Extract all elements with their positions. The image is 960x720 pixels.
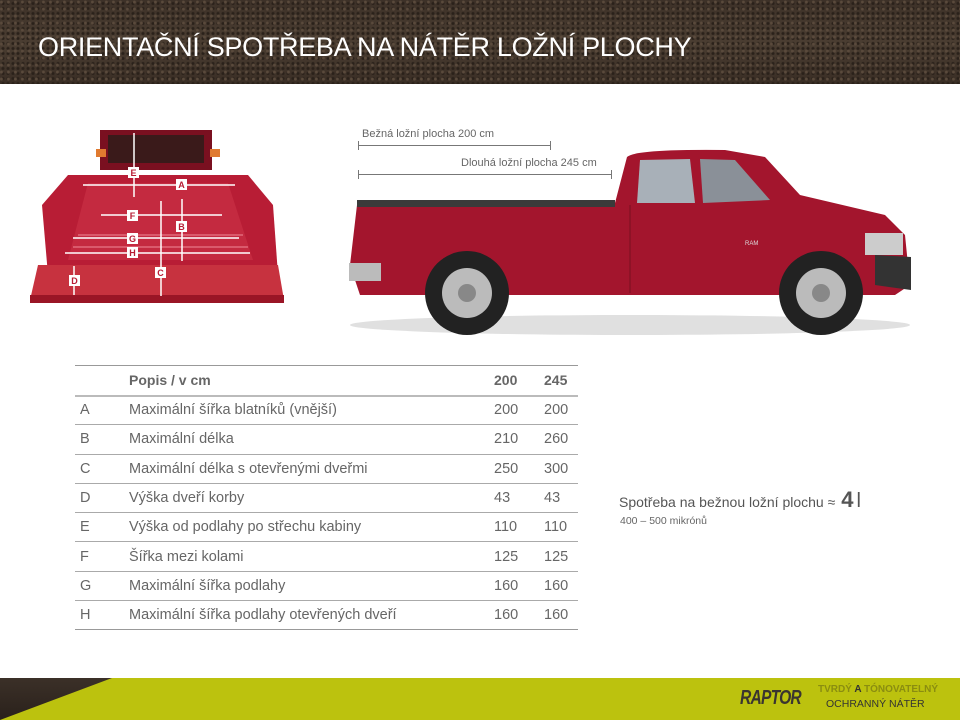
value-200: 110 [486,513,536,542]
value-200: 125 [486,542,536,571]
row-letter: A [75,396,129,425]
value-245: 200 [536,396,578,425]
row-letter: H [75,601,129,630]
page-title: ORIENTAČNÍ SPOTŘEBA NA NÁTĚR LOŽNÍ PLOCHY [38,32,692,62]
svg-text:F: F [129,211,136,221]
value-245: 160 [536,601,578,630]
rear-wheel [425,251,509,335]
value-200: 200 [486,396,536,425]
tagline-2: OCHRANNÝ NÁTĚR [826,698,925,710]
consumption-unit: l [856,490,861,512]
label-h [127,247,138,258]
svg-text:C: C [157,268,164,278]
label-g [127,233,138,244]
tagline-word-b: TÓNOVATELNÝ [863,684,939,695]
table-header-row [75,366,578,396]
value-245: 125 [536,542,578,571]
value-245: 43 [536,483,578,512]
consumption-value: 4 [841,487,854,512]
svg-text:B: B [178,222,185,232]
svg-text:A: A [178,180,185,190]
row-description: Maximální šířka podlahy otevřených dveří [129,601,486,630]
row-letter: D [75,483,129,512]
row-description: Šířka mezi kolami [129,542,486,571]
header-245: 245 [536,366,578,396]
label-f [127,210,138,221]
table-row [75,483,578,512]
row-letter: F [75,542,129,571]
label-d [69,275,80,286]
consumption-label: Spotřeba na bežnou ložní plochu ≈ [619,494,836,510]
value-245: 300 [536,454,578,483]
table-row [75,542,578,571]
svg-text:D: D [71,276,78,286]
tagline-word-a: TVRDÝ [818,684,852,695]
svg-text:G: G [128,234,137,244]
value-200: 210 [486,425,536,454]
table-row [75,513,578,542]
svg-text:H: H [129,248,136,258]
value-200: 250 [486,454,536,483]
row-description: Výška dveří korby [129,483,486,512]
row-description: Maximální šířka podlahy [129,571,486,600]
header-200: 200 [486,366,536,396]
row-description: Maximální délka s otevřenými dveřmi [129,454,486,483]
value-245: 260 [536,425,578,454]
standard-bed-label: Bežná ložní plocha 200 cm [362,128,495,140]
tagline-and: A [854,684,862,695]
ram-badge: RAM [745,241,759,247]
row-letter: C [75,454,129,483]
label-a [176,179,187,190]
row-description: Maximální délka [129,425,486,454]
value-245: 110 [536,513,578,542]
dimensions-table [75,365,578,630]
header-description: Popis / v cm [129,366,486,396]
table-row [75,396,578,425]
table-row [75,571,578,600]
row-letter: G [75,571,129,600]
header-banner [0,0,960,84]
table-row [75,601,578,630]
long-bed-label: Dlouhá ložní plocha 245 cm [461,157,597,169]
front-wheel [779,251,863,335]
truck-bed-diagram [28,125,288,310]
row-letter: B [75,425,129,454]
svg-text:E: E [130,168,137,178]
row-letter: E [75,513,129,542]
header-letter [75,366,129,396]
label-b [176,221,187,232]
row-description: Maximální šířka blatníků (vnější) [129,396,486,425]
row-description: Výška od podlahy po střechu kabiny [129,513,486,542]
footer-bar [0,678,960,720]
value-200: 160 [486,601,536,630]
table-row [75,425,578,454]
label-e [128,167,139,178]
truck-side-view [345,145,915,340]
raptor-logo: RAPTOR [740,687,801,709]
consumption-summary [619,489,861,511]
tagline-1 [818,684,938,695]
value-245: 160 [536,571,578,600]
thickness-note: 400 – 500 mikrónů [620,515,707,527]
label-c [155,267,166,278]
value-200: 43 [486,483,536,512]
value-200: 160 [486,571,536,600]
table-row [75,454,578,483]
